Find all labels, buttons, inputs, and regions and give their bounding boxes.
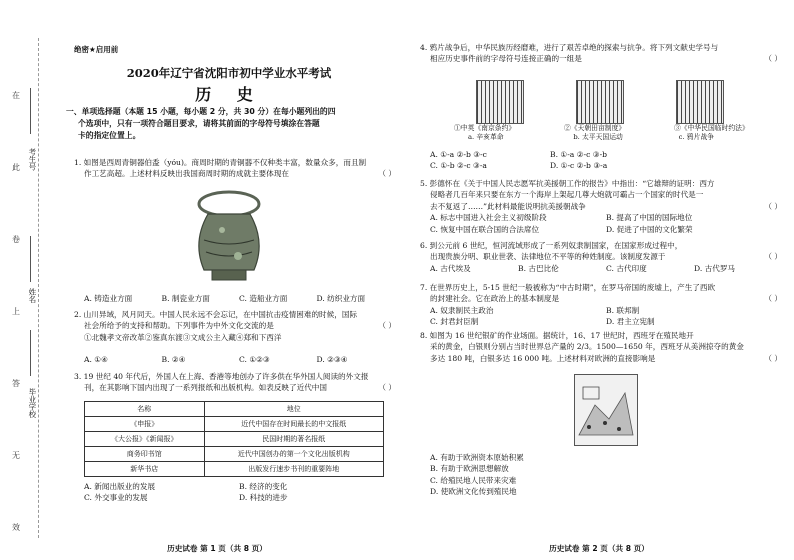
section-1-instructions: 一、单项选择题（本题 15 小题，每小题 2 分，共 30 分）在每小题列出的四 个选项中，只有一项符合题目要求，请将其前面的字母符号填涂在答题 卡的指定位置上。 xyxy=(66,107,336,141)
table-row xyxy=(85,462,384,477)
q3-table xyxy=(84,401,384,477)
option[interactable]: C. ①②③ xyxy=(239,355,270,364)
exam-title: 2020年辽宁省沈阳市初中学业水平考试 xyxy=(126,66,332,80)
answer-paren: （ ） xyxy=(378,383,396,393)
answer-paren: （ ） xyxy=(764,353,782,363)
option[interactable]: D. 使欧洲文化传到殖民地 xyxy=(430,487,517,497)
secret-mark: 绝密★启用前 xyxy=(74,45,119,54)
page-footer: 历史试卷 第 1 页（共 8 页） xyxy=(167,544,267,553)
field-school-label: 毕业学校 xyxy=(27,388,37,418)
table-header-row xyxy=(85,402,384,417)
vessel-patina xyxy=(219,227,225,233)
option[interactable]: B. 联邦制 xyxy=(606,305,640,315)
seal-char: 上 xyxy=(12,307,20,316)
vessel-body xyxy=(199,214,259,270)
question-8-options xyxy=(430,452,730,498)
seal-char: 答 xyxy=(12,379,20,388)
answer-paren: （ ） xyxy=(764,54,782,64)
page-footer: 历史试卷 第 2 页（共 8 页） xyxy=(549,544,649,553)
option[interactable]: A. 铸造业方面 xyxy=(84,294,133,303)
caption: ③《中华民国临时约法》 xyxy=(674,124,749,132)
option[interactable]: B. 经济的变化 xyxy=(239,482,288,491)
question-5: 5. 彭德怀在《关于中国人民志愿军抗美援朝工作的报告》中指出：“它雄辩的证明：西方 侵略者几百年来只要在东方一个海岸上架起几尊大炮就可霸占一个国家的时代是一 去不复返了……”此材料最能说明抗美援朝战争 （ ） A. 标志中国进入社会主义初级阶段 B. 提高了中国的国际地位 C. 恢复中国在联合国的合法席位 D. 促进了中国的文化繁荣 xyxy=(420,179,782,234)
option[interactable]: D. ①-c ②-b ③-a xyxy=(550,161,608,171)
option[interactable]: C. 封君封臣制 xyxy=(430,317,479,327)
question-8: 8. 如图为 16 世纪银矿的作业场面。据统计，16、17 世纪时，西班牙在殖民地开 采的黄金，白银则分别占当时世界总产量的 2/3。1500—1650 年，西班牙从美洲掠夺的黄金 多达 180 吨，白银多达 16 000 吨。上述材料对欧洲的直接影响是 （ ） xyxy=(420,331,782,363)
question-1-options xyxy=(84,293,394,304)
field-name-label: 姓名 xyxy=(27,288,37,303)
option[interactable]: A. 奴隶制民主政治 xyxy=(430,305,494,315)
silver-mine-image xyxy=(574,374,638,446)
question-3: 3. 19 世纪 40 年代后，外国人在上海、香港等地创办了许多供在华外国人阅读的外文报 刊，在其影响下国内出现了一系列报纸和出版机构。如表反映了近代中国 （ ） xyxy=(74,372,396,393)
worker-figure xyxy=(587,425,591,429)
field-exam-number-label: 考生号 xyxy=(27,148,37,171)
option[interactable]: B. 提高了中国的国际地位 xyxy=(606,213,693,223)
table-cell: 民国时期的著名报纸 xyxy=(204,432,383,447)
table-header: 地位 xyxy=(204,402,383,417)
q4-images xyxy=(476,80,724,124)
option[interactable]: B. ②④ xyxy=(161,355,186,364)
option[interactable]: D. 古代罗马 xyxy=(694,263,736,273)
seal-char: 无 xyxy=(12,451,20,460)
event: c. 鸦片战争 xyxy=(678,132,714,141)
answer-paren: （ ） xyxy=(764,201,782,211)
table-header: 名称 xyxy=(85,402,205,417)
table-cell: 《申报》 xyxy=(85,417,205,432)
table-cell: 出版发行速步书刊的重要阵地 xyxy=(204,462,383,477)
answer-paren: （ ） xyxy=(378,321,396,331)
option[interactable]: D. 科技的进步 xyxy=(239,493,288,503)
field-exam-number-line[interactable] xyxy=(30,88,31,134)
treaty-document-image xyxy=(476,80,524,124)
question-2-options xyxy=(84,354,394,365)
question-4: 4. 鸦片战争后，中华民族历经磨难，进行了艰苦卓绝的探索与抗争。将下列文献史学号与 相应历史事件前的字母符号连接正确的一组是 （ ） xyxy=(420,43,782,64)
table-row xyxy=(85,432,384,447)
q4-captions xyxy=(454,124,784,142)
seal-char: 在 xyxy=(12,91,20,100)
caption: ②《天朝田亩制度》 xyxy=(564,124,626,132)
seal-char: 效 xyxy=(12,523,20,532)
vessel-patina xyxy=(234,252,242,260)
option[interactable]: A. ①-a ②-b ③-c xyxy=(430,150,487,159)
table-cell: 《大公报》《新闻报》 xyxy=(85,432,205,447)
option[interactable]: C. 古代印度 xyxy=(606,263,647,273)
option[interactable]: A. 有助于欧洲资本原始积累 xyxy=(430,453,524,462)
event: b. 太平天国运动 xyxy=(573,132,623,141)
answer-paren: （ ） xyxy=(764,294,782,304)
worker-figure xyxy=(617,427,621,431)
table-row xyxy=(85,417,384,432)
option[interactable]: D. 纺织业方面 xyxy=(316,294,366,303)
option[interactable]: C. 给殖民地人民带来灾难 xyxy=(430,475,517,485)
question-1: 1. 如图是西周青铜器伯盉（yóu)。商周时期的青铜器不仅种类丰富，数量众多，而且制 作工艺高超。上述材料反映出我国商周时期的成就主要体现在 （ ） xyxy=(74,158,396,179)
vessel-foot xyxy=(212,270,246,280)
worker-figure xyxy=(603,421,607,425)
option[interactable]: D. 促进了中国的文化繁荣 xyxy=(606,224,693,234)
option[interactable]: A. ①④ xyxy=(84,355,108,364)
answer-paren: （ ） xyxy=(764,252,782,262)
field-name-line[interactable] xyxy=(30,236,31,282)
exam-page-2 xyxy=(404,0,794,560)
option[interactable]: C. 外交事业的发展 xyxy=(84,493,148,503)
question-7: 7. 在世界历史上，5-15 世纪一般被称为“中古时期”，在罗马帝国的废墟上，产生了西欧 的封建社会。它在政治上的基本制度是 （ ） A. 奴隶制民主政治 B. 联邦制 C. 封君封臣制 D. 君主立宪制 xyxy=(420,283,782,327)
subject-title: 历 史 xyxy=(195,85,263,104)
option[interactable]: B. 制瓷业方面 xyxy=(161,294,210,303)
option[interactable]: B. 古巴比伦 xyxy=(518,263,559,273)
seal-char: 此 xyxy=(12,163,20,172)
table-cell: 近代中国存在时间最长的中文报纸 xyxy=(204,417,383,432)
option[interactable]: C. 造船业方面 xyxy=(239,294,288,303)
question-4-options xyxy=(430,149,670,172)
land-system-document-image xyxy=(576,80,624,124)
caption: ①中英《南京条约》 xyxy=(454,124,516,132)
table-row xyxy=(85,447,384,462)
option[interactable]: A. 标志中国进入社会主义初级阶段 xyxy=(430,213,547,223)
table-cell: 商务印书馆 xyxy=(85,447,205,462)
field-school-line[interactable] xyxy=(30,330,31,376)
vessel-handle xyxy=(199,192,259,216)
event: a. 辛亥革命 xyxy=(468,132,504,141)
constitution-document-image xyxy=(676,80,724,124)
table-cell: 新华书店 xyxy=(85,462,205,477)
question-6: 6. 到公元前 6 世纪，恒河流域形成了一系列奴隶制国家，在国家形成过程中， 出现贵族分明、职业世袭、法律地位不平等的种姓制度。该制度发源于 （ ） A. 古代埃及 B. 古巴比伦 C. 古代印度 D. 古代罗马 xyxy=(420,241,782,273)
table-cell: 近代中国创办的第一个文化出版机构 xyxy=(204,447,383,462)
option[interactable]: B. ①-a ②-c ③-b xyxy=(550,150,607,159)
option[interactable]: C. 恢复中国在联合国的合法席位 xyxy=(430,224,540,234)
option[interactable]: B. 有助于欧洲思想解放 xyxy=(430,464,509,474)
answer-paren: （ ） xyxy=(378,169,396,179)
seal-char: 卷 xyxy=(12,235,20,244)
option[interactable]: C. ①-b ②-c ③-a xyxy=(430,161,487,171)
question-2: 2. 山川异域，风月同天。中国人民永远不会忘记，在中国抗击疫情困难的时候，国际 社会所给予的支持和帮助。下列事件为中外文化交流的是 （ ） ①北魏孝文帝改革②鉴真东渡③文成公主入藏④郑和下西洋 xyxy=(74,310,396,342)
option[interactable]: D. 君主立宪制 xyxy=(606,317,655,327)
bronze-vessel-image xyxy=(186,190,272,286)
option[interactable]: A. 古代埃及 xyxy=(430,263,471,273)
option[interactable]: D. ②③④ xyxy=(316,355,348,364)
option[interactable]: A. 新闻出版业的发展 xyxy=(84,482,156,491)
question-3-options xyxy=(84,481,394,504)
